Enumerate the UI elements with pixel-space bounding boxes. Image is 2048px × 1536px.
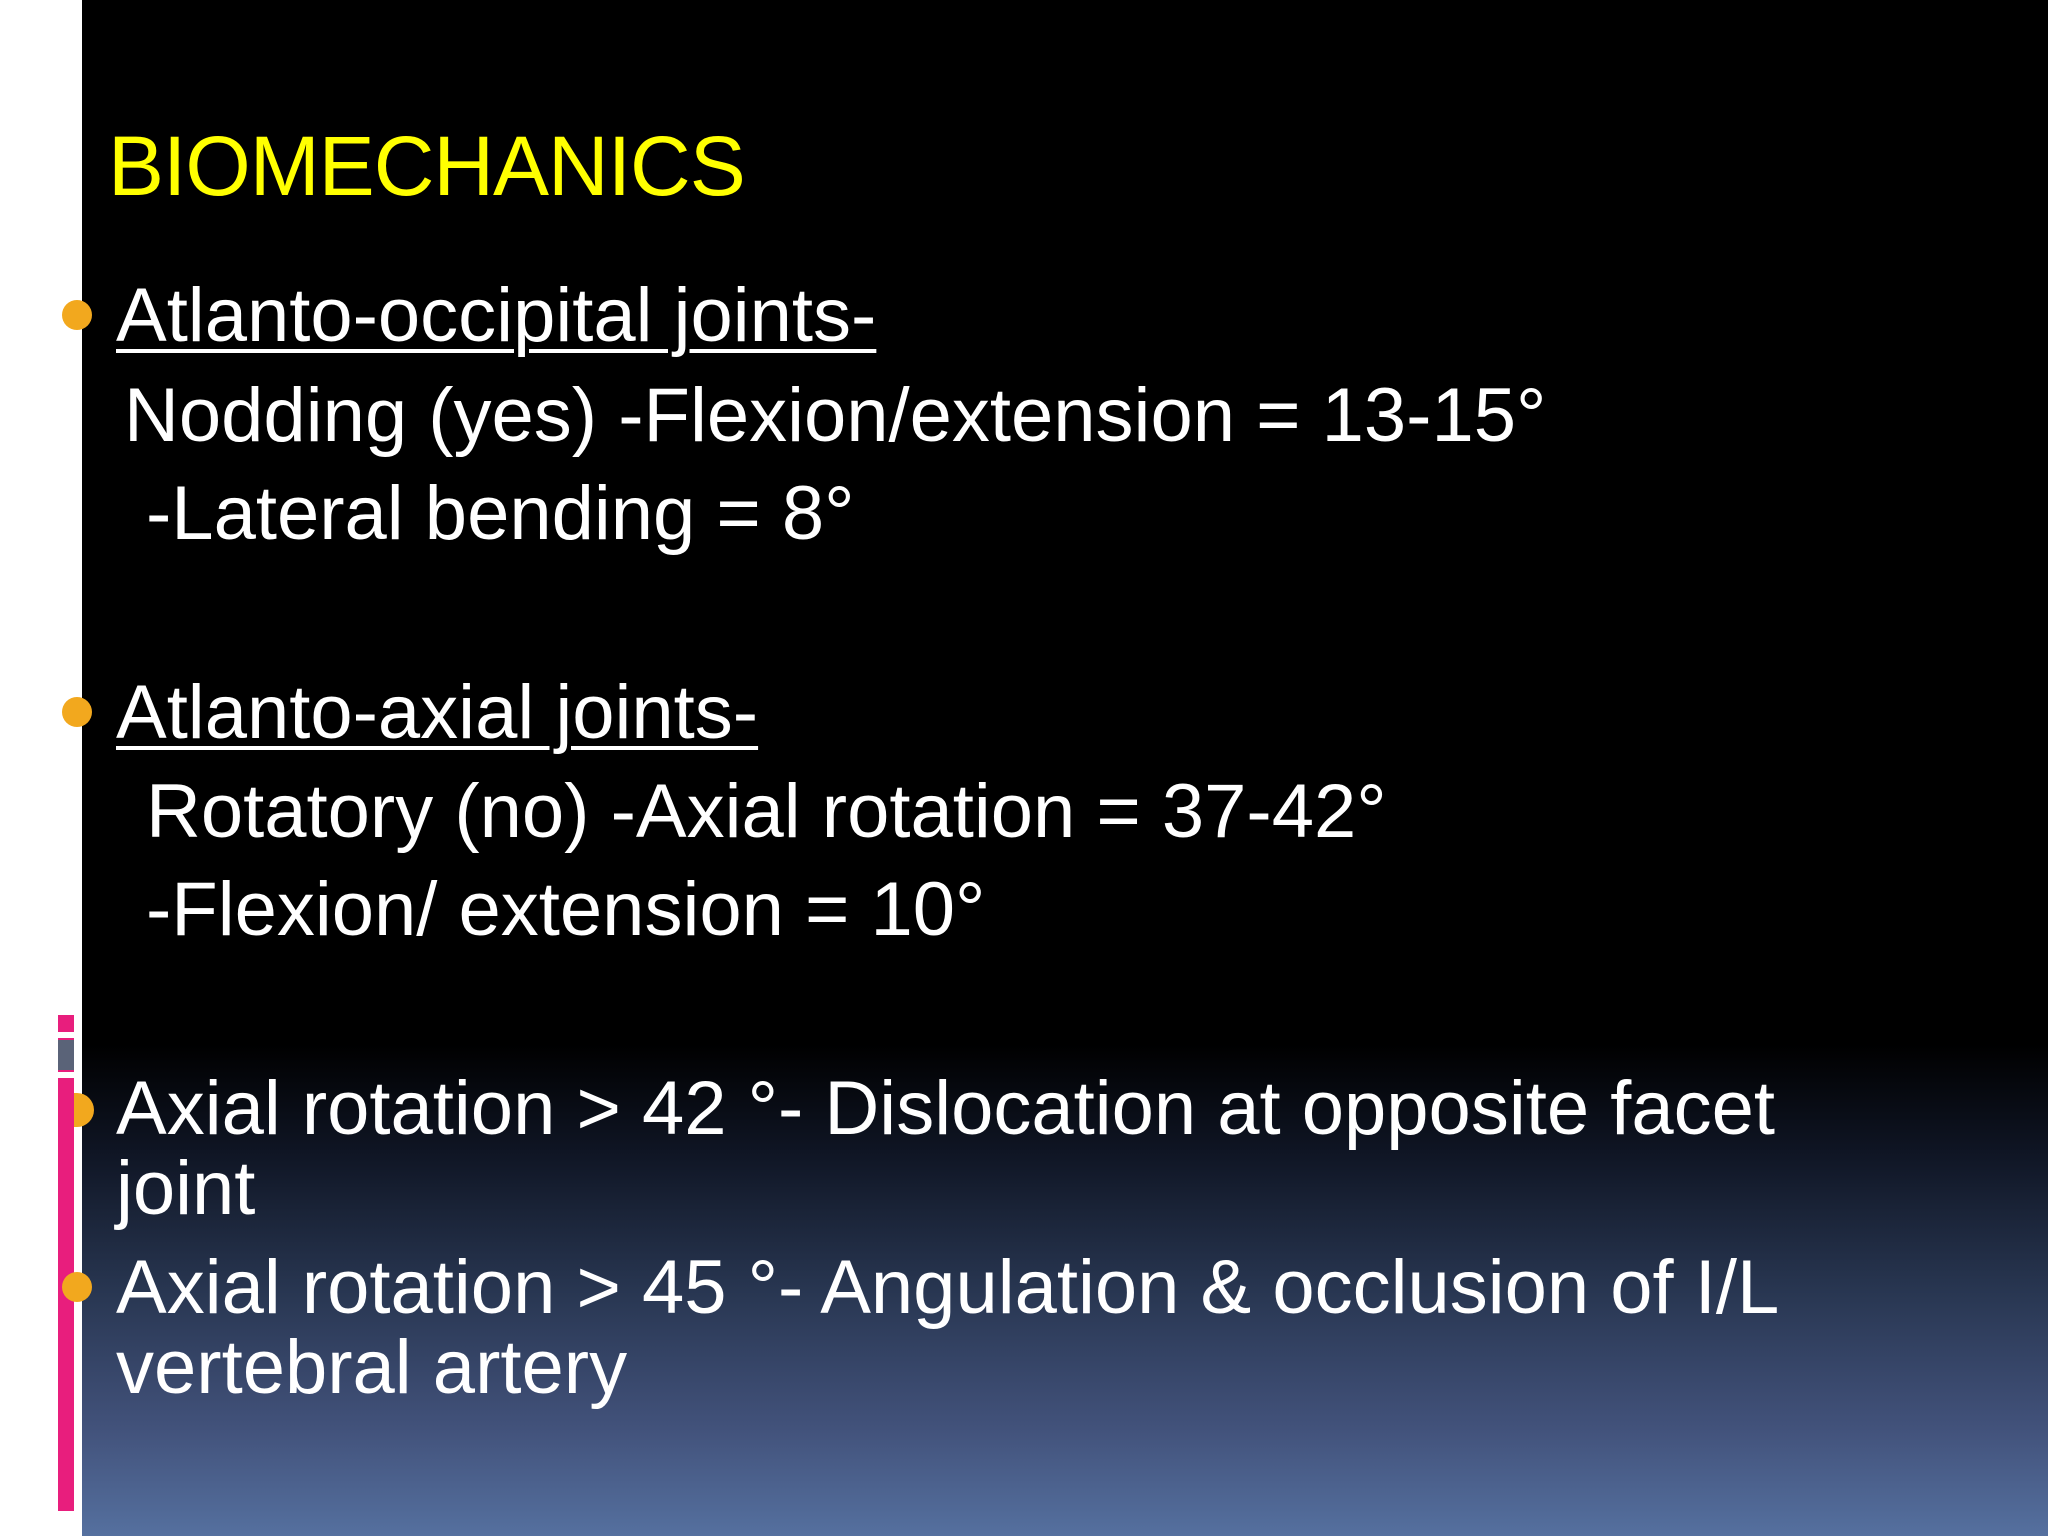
accent-bar-gap: [58, 1032, 74, 1038]
bullet-icon: [62, 300, 92, 330]
item-line: Axial rotation > 42 °- Dislocation at opposite facet: [116, 1066, 1775, 1151]
accent-bar-gap: [58, 1072, 74, 1078]
bullet-icon: [62, 1272, 92, 1302]
title-decoration: [46, 148, 78, 236]
item-line: -Lateral bending = 8°: [146, 471, 855, 556]
bullet-icon: [62, 697, 92, 727]
item-line: joint: [116, 1146, 256, 1231]
accent-bar: [58, 1015, 74, 1511]
slide-title: BIOMECHANICS: [108, 119, 745, 213]
item-line: -Flexion/ extension = 10°: [146, 867, 986, 952]
item-line: Nodding (yes) -Flexion/extension = 13-15°: [124, 373, 1547, 458]
accent-bar-gray-block: [58, 1040, 74, 1070]
item-heading: Atlanto-occipital joints-: [116, 273, 877, 358]
item-line: vertebral artery: [116, 1325, 628, 1410]
item-line: Rotatory (no) -Axial rotation = 37-42°: [146, 769, 1387, 854]
item-line: Axial rotation > 45 °- Angulation & occlusion of I/L: [116, 1245, 1780, 1330]
item-heading: Atlanto-axial joints-: [116, 670, 759, 755]
